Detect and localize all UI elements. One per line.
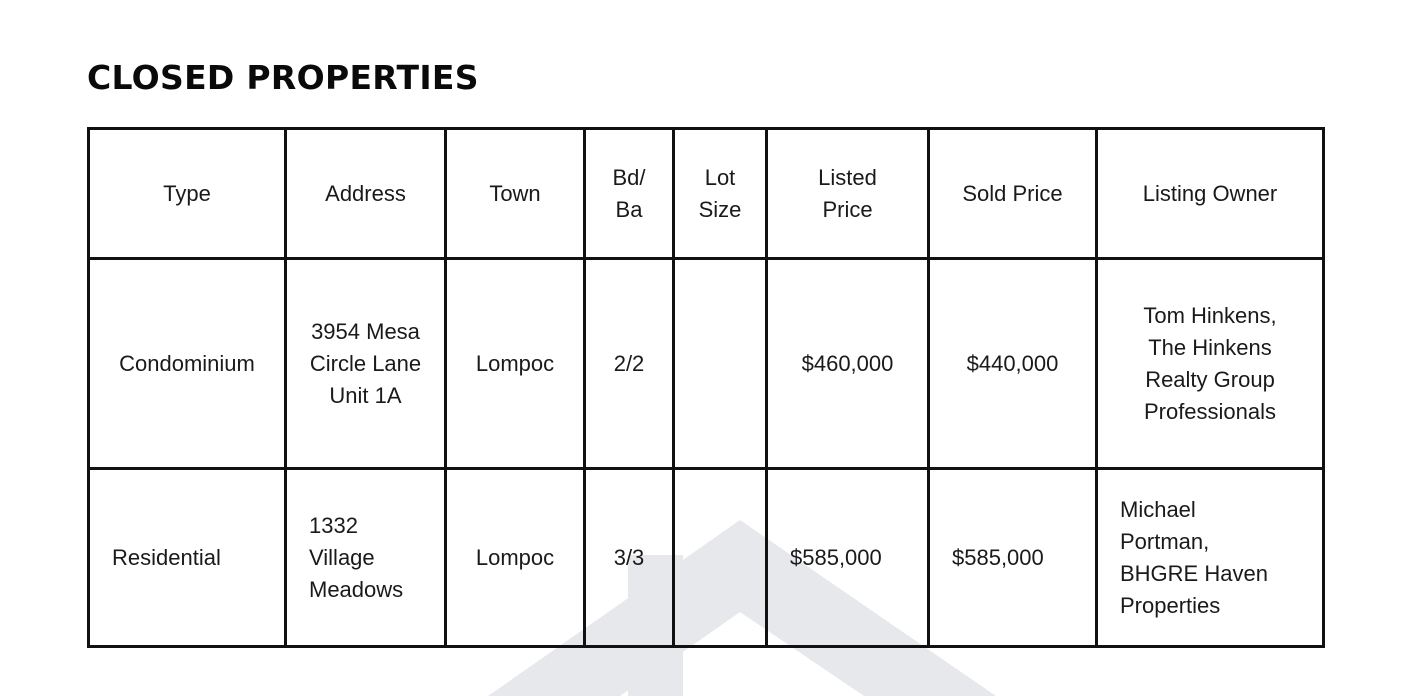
cell-lot-size [674, 469, 767, 647]
header-row [89, 129, 1324, 259]
column-header-town: Town [446, 129, 585, 259]
column-header-sold-price: Sold Price [929, 129, 1097, 259]
cell-bd-ba: 2/2 [585, 259, 674, 469]
cell-lot-size [674, 259, 767, 469]
listing-owner-text: Tom Hinkens, The Hinkens Realty Group Professionals [1143, 302, 1277, 424]
cell-town: Lompoc [446, 469, 585, 647]
cell-listing-owner [1097, 469, 1324, 647]
cell-sold-price: $585,000 [929, 469, 1097, 647]
cell-address [286, 259, 446, 469]
cell-listing-owner [1097, 259, 1324, 469]
cell-type: Condominium [89, 259, 286, 469]
listed-price-header-text: Listed Price [818, 164, 877, 222]
column-header-listing-owner: Listing Owner [1097, 129, 1324, 259]
cell-listed-price: $460,000 [767, 259, 929, 469]
bd-ba-header-text: Bd/ Ba [612, 164, 646, 222]
column-header-address: Address [286, 129, 446, 259]
cell-bd-ba: 3/3 [585, 469, 674, 647]
column-header-lot-size [674, 129, 767, 259]
listing-owner-text: Michael Portman, BHGRE Haven Properties [1120, 496, 1268, 618]
cell-address [286, 469, 446, 647]
cell-town: Lompoc [446, 259, 585, 469]
table-row [89, 469, 1324, 647]
column-header-listed-price [767, 129, 929, 259]
cell-type: Residential [89, 469, 286, 647]
lot-size-header-text: Lot Size [698, 164, 742, 222]
table-row [89, 259, 1324, 469]
address-text: 1332 Village Meadows [309, 512, 404, 602]
address-text: 3954 Mesa Circle Lane Unit 1A [309, 318, 422, 408]
cell-sold-price: $440,000 [929, 259, 1097, 469]
page-title: CLOSED PROPERTIES [87, 58, 479, 97]
column-header-type: Type [89, 129, 286, 259]
cell-listed-price: $585,000 [767, 469, 929, 647]
closed-properties-table [87, 127, 1325, 648]
column-header-bd-ba [585, 129, 674, 259]
